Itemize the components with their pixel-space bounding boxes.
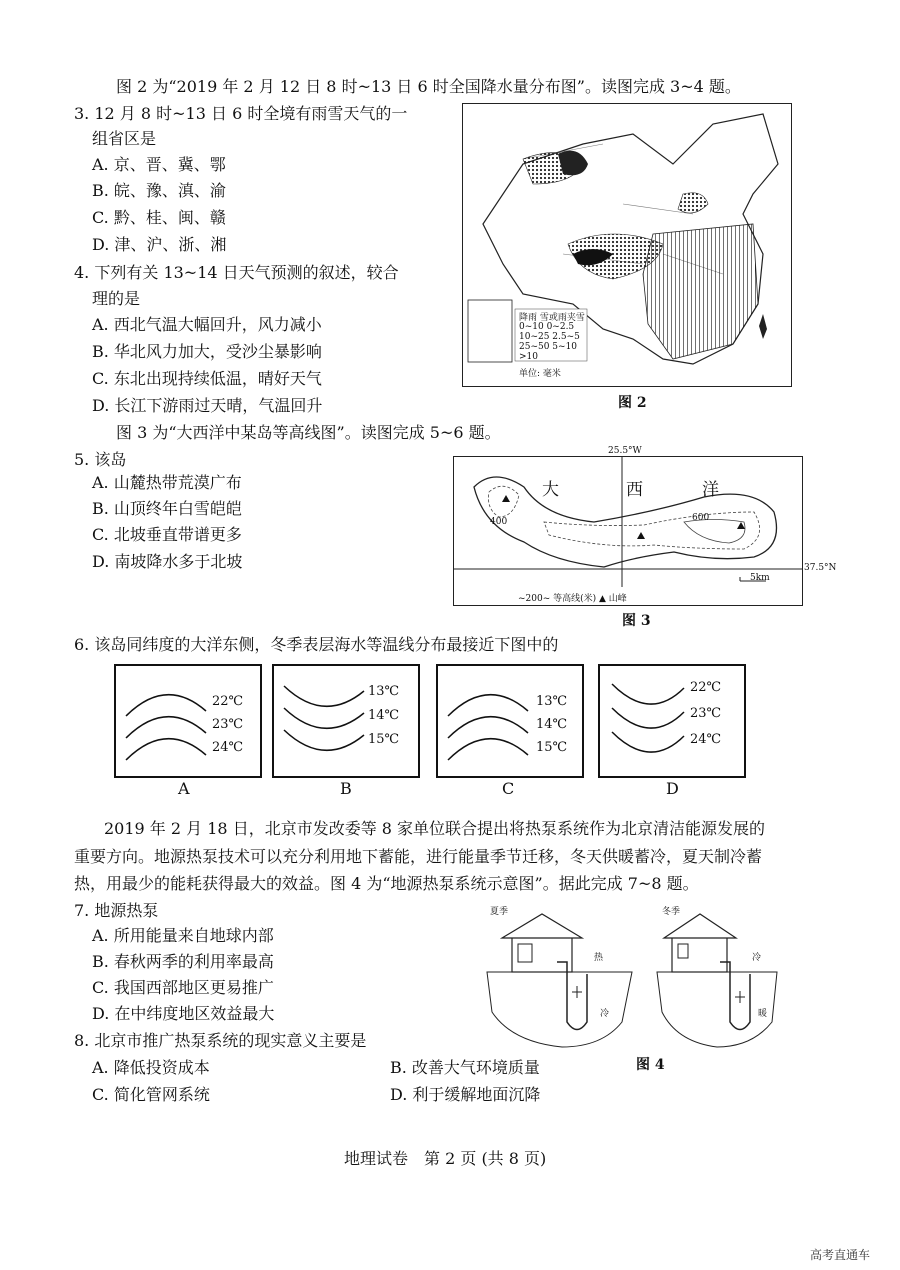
- panel-c-temp-1: 13℃: [536, 694, 568, 709]
- q4-option-a: A. 西北气温大幅回升，风力减小: [92, 315, 322, 334]
- fig2-unit: 单位: 毫米: [519, 369, 561, 379]
- panel-b-temp-3: 15℃: [368, 732, 400, 747]
- corner-watermark: 高考直通车: [810, 1248, 871, 1262]
- fig2-caption: 图 2: [618, 395, 647, 411]
- latitude-label: 37.5°N: [804, 563, 837, 573]
- heat-pump-diagram: [482, 902, 782, 1052]
- q8-option-a: A. 降低投资成本: [92, 1058, 210, 1077]
- panel-b-letter: B: [340, 779, 352, 798]
- fig2-legend-row-1: 0~10 0~2.5: [519, 322, 575, 332]
- panel-c-temp-2: 14℃: [536, 717, 568, 732]
- q7-stem: 7. 地源热泵: [74, 901, 159, 920]
- cold-label: 冷: [600, 1009, 610, 1019]
- q7-option-b: B. 春秋两季的利用率最高: [92, 952, 274, 971]
- fig2-legend-row-2: 10~25 2.5~5: [519, 332, 580, 342]
- fig2-legend-row-3: 25~50 5~10: [519, 342, 578, 352]
- scale-label: 5km: [750, 573, 770, 583]
- q5-option-d: D. 南坡降水多于北坡: [92, 552, 243, 571]
- q7-option-d: D. 在中纬度地区效益最大: [92, 1004, 275, 1023]
- q8-option-b: B. 改善大气环境质量: [390, 1058, 540, 1077]
- page-footer: 地理试卷 第 2 页 (共 8 页): [344, 1149, 547, 1168]
- intro-fig2: 图 2 为“2019 年 2 月 12 日 8 时~13 日 6 时全国降水量分布图”。读图完成 3~4 题。: [116, 77, 741, 96]
- contour-label-400: 400: [490, 517, 508, 527]
- sea-char-2: 西: [626, 480, 643, 500]
- q3-option-b: B. 皖、豫、滇、渝: [92, 181, 226, 200]
- contour-label-600: 600: [692, 513, 710, 523]
- q4-option-b: B. 华北风力加大，受沙尘暴影响: [92, 342, 322, 361]
- para78-line3: 热，用最少的能耗获得最大的效益。图 4 为“地源热泵系统示意图”。据此完成 7~8 题。: [74, 874, 699, 893]
- para78-line2: 重要方向。地源热泵技术可以充分利用地下蓄能，进行能量季节迁移，冬天供暖蓄冷，夏天制冷蓄: [74, 847, 763, 866]
- panel-c-letter: C: [502, 779, 515, 798]
- q4-option-c: C. 东北出现持续低温，晴好天气: [92, 369, 322, 388]
- panel-d-letter: D: [666, 779, 679, 798]
- q5-option-a: A. 山麓热带荒漠广布: [92, 473, 242, 492]
- q4-stem-line1: 4. 下列有关 13~14 日天气预测的叙述，较合: [74, 263, 399, 282]
- panel-a-temp-1: 22℃: [212, 694, 244, 709]
- q7-option-a: A. 所用能量来自地球内部: [92, 926, 274, 945]
- intro-fig3: 图 3 为“大西洋中某岛等高线图”。读图完成 5~6 题。: [116, 423, 501, 442]
- para78-line1: 2019 年 2 月 18 日，北京市发改委等 8 家单位联合提出将热泵系统作为北京清洁能源发展的: [104, 819, 766, 838]
- q7-option-c: C. 我国西部地区更易推广: [92, 978, 274, 997]
- isotherm-panel-b: [272, 664, 420, 778]
- q3-option-d: D. 津、沪、浙、湘: [92, 235, 227, 254]
- q4-stem-line2: 理的是: [92, 289, 141, 308]
- panel-b-temp-2: 14℃: [368, 708, 400, 723]
- isotherm-panel-a: [114, 664, 262, 778]
- hot-label: 热: [594, 953, 604, 963]
- panel-a-temp-3: 24℃: [212, 740, 244, 755]
- q8-option-c: C. 简化管网系统: [92, 1085, 210, 1104]
- warm-label: 暖: [758, 1009, 768, 1019]
- q5-option-c: C. 北坡垂直带谱更多: [92, 525, 242, 544]
- fig4-caption: 图 4: [636, 1057, 665, 1073]
- china-precip-map: [462, 103, 792, 387]
- panel-a-temp-2: 23℃: [212, 717, 244, 732]
- q3-stem-line2: 组省区是: [92, 129, 157, 148]
- q5-stem: 5. 该岛: [74, 450, 127, 469]
- q3-stem-line1: 3. 12 月 8 时~13 日 6 时全境有雨雪天气的一: [74, 104, 408, 123]
- q8-stem: 8. 北京市推广热泵系统的现实意义主要是: [74, 1031, 367, 1050]
- panel-d-temp-2: 23℃: [690, 706, 722, 721]
- sea-char-3: 洋: [702, 480, 719, 500]
- longitude-label: 25.5°W: [608, 446, 642, 456]
- island-contour-map: [453, 456, 803, 606]
- panel-c-temp-3: 15℃: [536, 740, 568, 755]
- panel-d-temp-3: 24℃: [690, 732, 722, 747]
- sea-char-1: 大: [542, 480, 559, 500]
- fig2-legend-title: 降雨 雪或雨夹雪: [519, 313, 585, 323]
- winter-label: 冬季: [662, 907, 681, 917]
- isotherm-panel-d: [598, 664, 746, 778]
- heat-pump-svg: [482, 902, 782, 1052]
- cold-air-label: 冷: [752, 953, 762, 963]
- panel-d-temp-1: 22℃: [690, 680, 722, 695]
- q8-option-d: D. 利于缓解地面沉降: [390, 1085, 541, 1104]
- q3-option-c: C. 黔、桂、闽、赣: [92, 208, 226, 227]
- fig3-legend: ~200~ 等高线(米) ▲ 山峰: [518, 594, 627, 604]
- isotherm-panel-c: [436, 664, 584, 778]
- panel-b-temp-1: 13℃: [368, 684, 400, 699]
- q3-option-a: A. 京、晋、冀、鄂: [92, 155, 226, 174]
- q6-stem: 6. 该岛同纬度的大洋东侧，冬季表层海水等温线分布最接近下图中的: [74, 635, 559, 654]
- q4-option-d: D. 长江下游雨过天晴，气温回升: [92, 396, 323, 415]
- fig2-legend-row-4: >10: [519, 352, 538, 362]
- summer-label: 夏季: [490, 907, 509, 917]
- fig3-caption: 图 3: [622, 613, 651, 629]
- china-map-svg: [463, 104, 791, 386]
- q5-option-b: B. 山顶终年白雪皑皑: [92, 499, 242, 518]
- panel-a-letter: A: [178, 779, 190, 798]
